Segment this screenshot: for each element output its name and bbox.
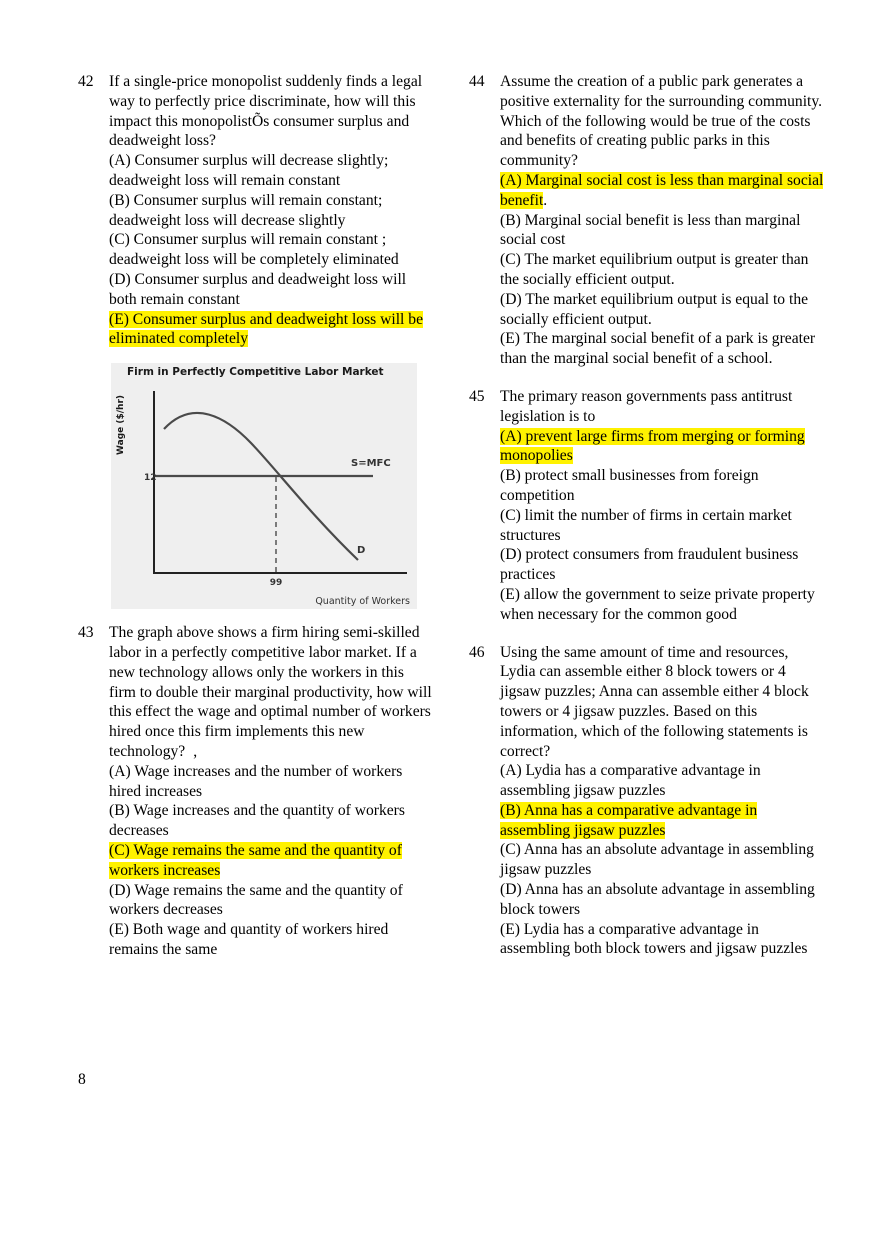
- graph-svg: [111, 363, 417, 609]
- option-a: (A) Lydia has a comparative advantage in assembling jigsaw puzzles: [500, 762, 761, 800]
- question-42: [78, 72, 433, 349]
- demand-curve: [164, 413, 358, 560]
- option-e-highlighted: (E) Consumer surplus and deadweight loss will be eliminated completely: [109, 310, 423, 348]
- option-b: (B) Marginal social benefit is less than marginal social cost: [500, 211, 801, 249]
- spacer: [469, 625, 824, 643]
- left-column: [78, 72, 433, 960]
- option-c: (C) Anna has an absolute advantage in assembling jigsaw puzzles: [500, 841, 814, 879]
- option-e: (E) Both wage and quantity of workers hired remains the same: [109, 921, 389, 958]
- option-a-highlighted: (A) prevent large firms from merging or forming monopolies: [500, 427, 805, 465]
- option-a: (A) Consumer surplus will decrease slightly; deadweight loss will remain constant: [109, 152, 389, 189]
- option-d: (D) protect consumers from fraudulent business practices: [500, 546, 799, 584]
- option-c: (C) The market equilibrium output is greater than the socially efficient output.: [500, 251, 809, 288]
- quantity-tick-label: 99: [269, 578, 283, 589]
- option-c: (C) Consumer surplus will remain constant ; deadweight loss will be completely eliminated: [109, 231, 399, 269]
- option-c-highlighted: (C) Wage remains the same and the quantity of workers increases: [109, 841, 402, 879]
- question-44: [469, 72, 824, 369]
- page-number: 8: [78, 1071, 86, 1088]
- demand-label: D: [357, 545, 366, 557]
- labor-market-graph: [111, 363, 417, 609]
- question-number: 43: [78, 624, 94, 642]
- question-43: [78, 623, 433, 960]
- question-stem: The primary reason governments pass antitrust legislation is to: [500, 387, 793, 425]
- option-b: (B) protect small businesses from foreign competition: [500, 467, 759, 504]
- stem-trailing: ,: [193, 742, 198, 760]
- option-d: (D) Consumer surplus and deadweight loss will both remain constant: [109, 270, 407, 308]
- option-d: (D) Wage remains the same and the quantity of workers decreases: [109, 881, 403, 919]
- option-b: (B) Wage increases and the quantity of workers decreases: [109, 802, 405, 840]
- option-a: (A) Wage increases and the number of workers hired increases: [109, 762, 403, 800]
- stem-text: The graph above shows a firm hiring semi-skilled labor in a perfectly competitive labor market. If a new technology allows only the workers in this firm to double their marginal productivity, how will this effect the wage and optimal number of workers hired once this firm implements this new technology?: [109, 624, 432, 760]
- right-column: [469, 72, 824, 959]
- option-b-highlighted: (B) Anna has a comparative advantage in assembling jigsaw puzzles: [500, 801, 758, 839]
- y-axis-label: Wage ($/hr): [116, 395, 126, 456]
- question-number: 42: [78, 73, 94, 90]
- wage-tick-label: 12: [144, 473, 157, 484]
- option-d: (D) The market equilibrium output is equal to the socially efficient output.: [500, 290, 809, 328]
- x-axis-label: Quantity of Workers: [315, 596, 410, 608]
- question-stem: If a single-price monopolist suddenly finds a legal way to perfectly price discriminate, how will this impact this monopolistÕs consumer surplus and deadweight loss?: [109, 73, 423, 150]
- option-e: (E) The marginal social benefit of a park is greater than the marginal social benefit of a school.: [500, 330, 816, 368]
- option-e: (E) allow the government to seize private property when necessary for the common good: [500, 585, 815, 623]
- graph-title: Firm in Perfectly Competitive Labor Market: [127, 366, 384, 379]
- question-number: 44: [469, 73, 485, 90]
- option-b: (B) Consumer surplus will remain constant; deadweight loss will decrease slightly: [109, 191, 383, 229]
- question-45: [469, 387, 824, 625]
- option-a-trailing: .: [543, 191, 548, 209]
- question-stem: [109, 623, 433, 762]
- spacer: [469, 369, 824, 387]
- question-number: 45: [469, 387, 485, 405]
- option-a-highlighted: (A) Marginal social cost is less than marginal social benefit: [500, 171, 824, 209]
- question-number: 46: [469, 643, 485, 661]
- option-e: (E) Lydia has a comparative advantage in assembling both block towers and jigsaw puzzles: [500, 920, 808, 958]
- question-stem: Using the same amount of time and resources, Lydia can assemble either 8 block towers or 4 jigsaw puzzles; Anna can assemble either 4 block towers or 4 jigsaw puzzles. Based on this information, which of the following statements is correct?: [500, 643, 809, 760]
- option-c: (C) limit the number of firms in certain market structures: [500, 506, 792, 544]
- question-stem: Assume the creation of a public park generates a positive externality for the surrounding community. Which of the following would be true of the costs and benefits of creating public parks in this community?: [500, 73, 823, 170]
- question-46: [469, 643, 824, 960]
- supply-label: S=MFC: [351, 458, 391, 470]
- option-d: (D) Anna has an absolute advantage in assembling block towers: [500, 881, 815, 918]
